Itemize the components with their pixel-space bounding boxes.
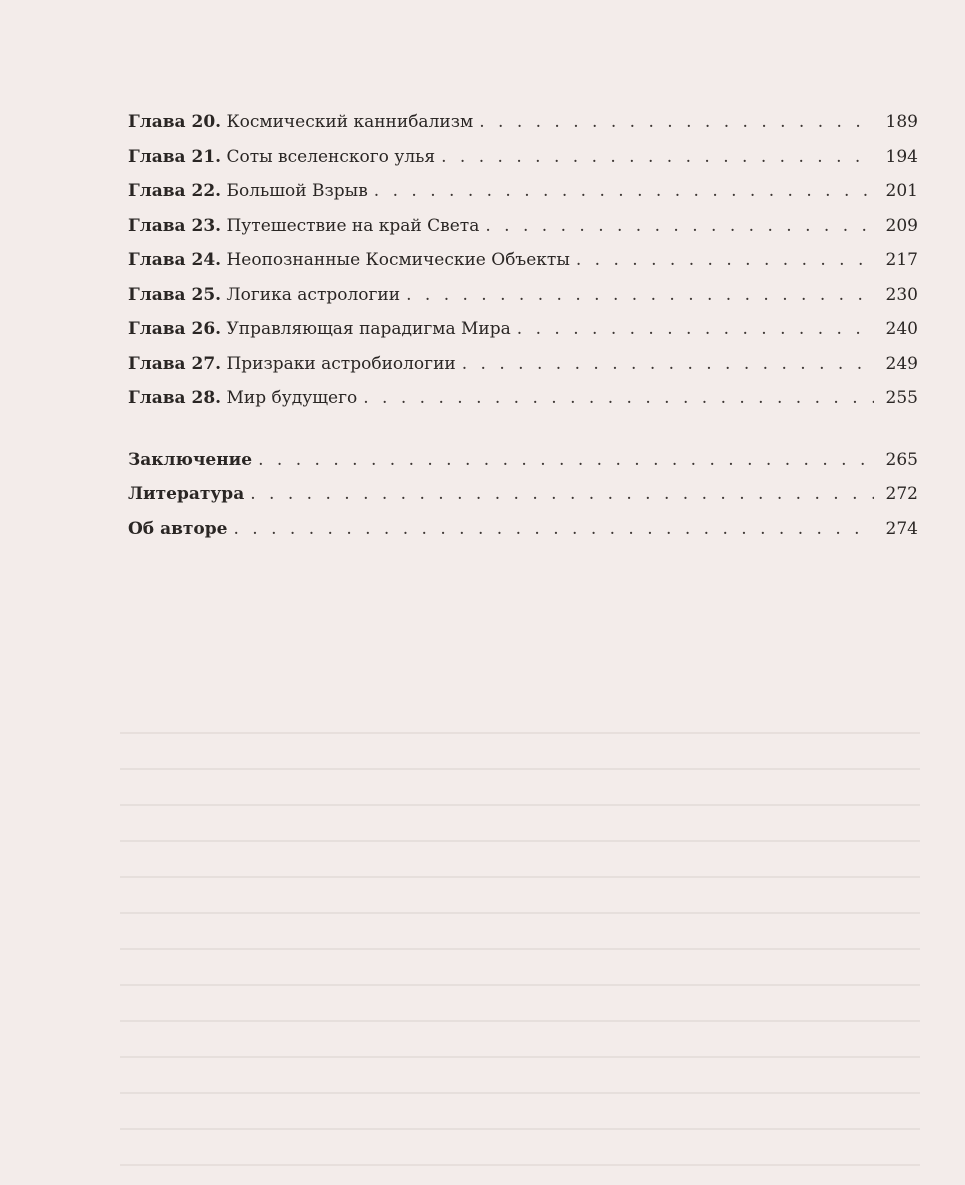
page-number: 189 bbox=[885, 112, 918, 132]
toc-entry bbox=[128, 278, 918, 313]
page-number: 194 bbox=[885, 146, 918, 167]
dot-leader bbox=[233, 512, 874, 547]
back-matter-list bbox=[128, 443, 918, 547]
toc-entry bbox=[128, 105, 918, 140]
toc-entry bbox=[128, 381, 918, 416]
chapter-number: Глава 20. bbox=[128, 112, 222, 132]
page-number: 249 bbox=[885, 353, 918, 374]
show-through-text bbox=[120, 700, 920, 1170]
dot-leader bbox=[441, 140, 874, 175]
chapter-number: Глава 24. bbox=[128, 250, 222, 270]
table-of-contents bbox=[128, 105, 918, 546]
chapter-number: Глава 22. bbox=[128, 181, 222, 201]
chapter-title: Путешествие на край Света bbox=[226, 215, 480, 236]
page-number: 274 bbox=[885, 518, 918, 539]
page-number: 240 bbox=[885, 319, 918, 339]
chapter-title: Управляющая парадигма Мира bbox=[226, 319, 511, 339]
page-number: 209 bbox=[885, 215, 918, 236]
dot-leader bbox=[479, 105, 874, 140]
dot-leader bbox=[406, 278, 874, 313]
toc-entry bbox=[128, 140, 918, 175]
section-title: Литература bbox=[128, 484, 245, 504]
chapter-title: Мир будущего bbox=[226, 388, 358, 408]
page-number: 255 bbox=[885, 388, 918, 408]
toc-entry bbox=[128, 512, 918, 547]
chapter-number: Глава 26. bbox=[128, 319, 222, 339]
page-number: 272 bbox=[885, 484, 918, 504]
toc-entry bbox=[128, 243, 918, 278]
chapter-number: Глава 21. bbox=[128, 146, 222, 167]
chapter-title: Призраки астробиологии bbox=[226, 353, 456, 374]
chapter-number: Глава 28. bbox=[128, 388, 222, 408]
chapter-number: Глава 27. bbox=[128, 353, 222, 374]
dot-leader bbox=[462, 347, 874, 382]
dot-leader bbox=[517, 312, 874, 347]
chapter-title: Неопознанные Космические Объекты bbox=[226, 250, 570, 270]
dot-leader bbox=[485, 209, 874, 244]
toc-entry bbox=[128, 174, 918, 209]
toc-entry bbox=[128, 347, 918, 382]
section-title: Об авторе bbox=[128, 518, 228, 539]
chapters-list bbox=[128, 105, 918, 416]
chapter-number: Глава 23. bbox=[128, 215, 222, 236]
page-number: 217 bbox=[885, 250, 918, 270]
chapter-title: Соты вселенского улья bbox=[226, 146, 436, 167]
chapter-title: Логика астрологии bbox=[226, 284, 401, 305]
toc-entry bbox=[128, 477, 918, 512]
dot-leader bbox=[363, 381, 874, 416]
section-title: Заключение bbox=[128, 449, 253, 470]
dot-leader bbox=[250, 477, 874, 512]
toc-entry bbox=[128, 443, 918, 478]
toc-entry bbox=[128, 209, 918, 244]
dot-leader bbox=[374, 174, 874, 209]
page-number: 230 bbox=[885, 284, 918, 305]
chapter-title: Космический каннибализм bbox=[226, 112, 474, 132]
dot-leader bbox=[576, 243, 874, 278]
chapter-number: Глава 25. bbox=[128, 284, 222, 305]
toc-entry bbox=[128, 312, 918, 347]
page-number: 265 bbox=[885, 449, 918, 470]
page-number: 201 bbox=[885, 181, 918, 201]
chapter-title: Большой Взрыв bbox=[226, 181, 368, 201]
dot-leader bbox=[258, 443, 874, 478]
